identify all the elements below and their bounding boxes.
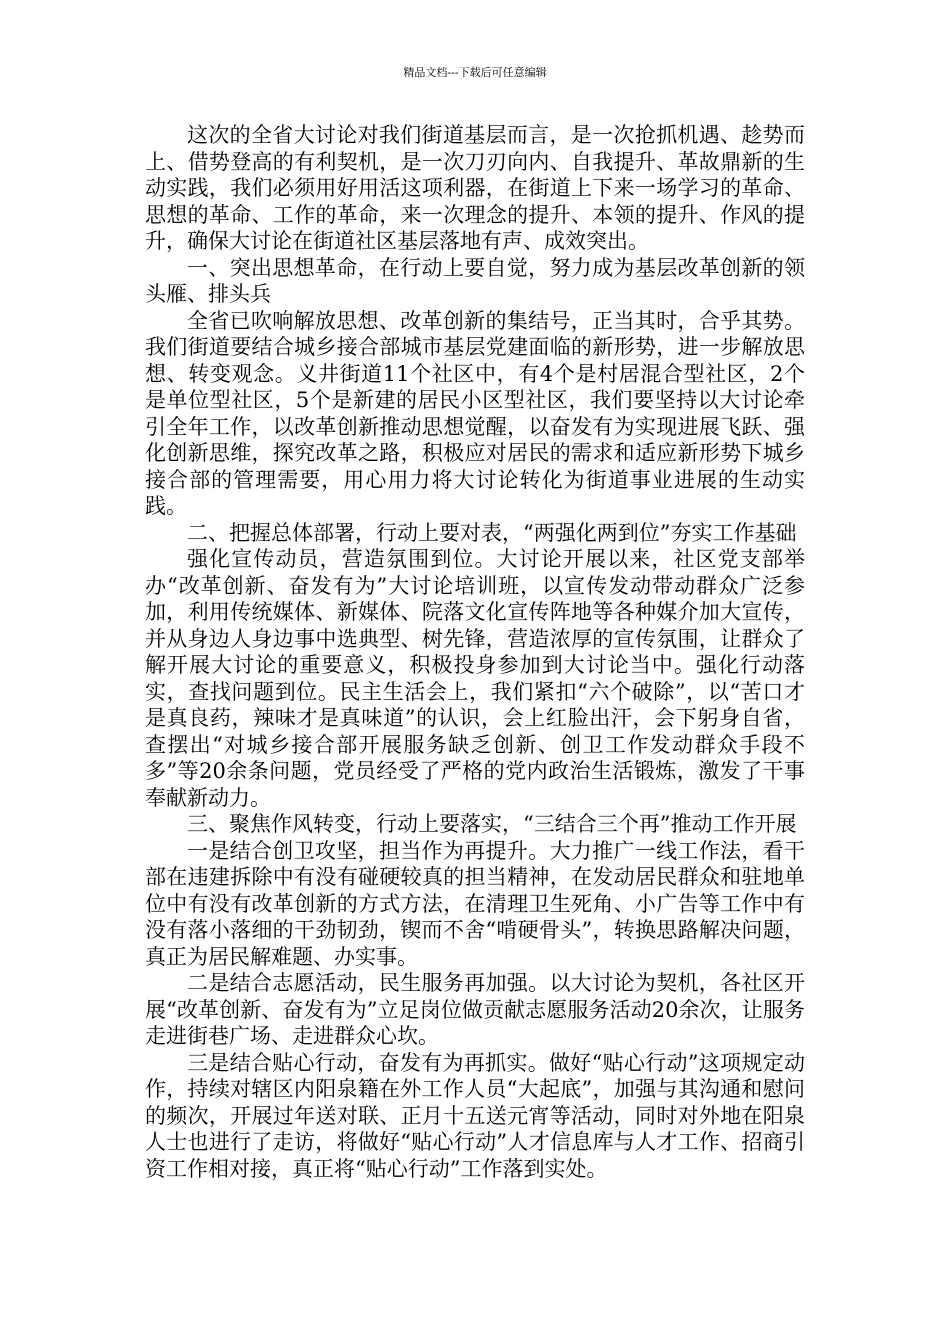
paragraph-intro: 这次的全省大讨论对我们街道基层而言，是一次抢抓机遇、趁势而上、借势登高的有利契机，是一次刀刃向内、自我提升、革故鼎新的生动实践，我们必须用好用活这项利器，在街道上下来一场学习的革命、思想的革命、工作的革命，来一次理念的提升、本领的提升、作风的提升，确保大讨论在街道社区基层落地有声、成效突出。 — [145, 123, 805, 253]
section-heading-1: 一、突出思想革命，在行动上要自觉，努力成为基层改革创新的领头雁、排头兵 — [145, 255, 805, 306]
page-header: 精品文档---下载后可任意编辑 — [403, 66, 547, 79]
paragraph: 三是结合贴心行动，奋发有为再抓实。做好“贴心行动”这项规定动作，持续对辖区内阳泉籍在外工作人员“大起底”，加强与其沟通和慰问的频次，开展过年送对联、正月十五送元宵等活动，同时对外地在阳泉人士也进行了走访，将做好“贴心行动”人才信息库与人才工作、招商引资工作相对接，真正将“贴心行动”工作落到实处。 — [145, 1050, 805, 1181]
paragraph: 强化宣传动员，营造氛围到位。大讨论开展以来，社区党支部举办“改革创新、奋发有为”大讨论培训班，以宣传发动带动群众广泛参加，利用传统媒体、新媒体、院落文化宣传阵地等各种媒介加大宣传，并从身边人身边事中选典型、树先锋，营造浓厚的宣传氛围，让群众了解开展大讨论的重要意义，积极投身参加到大讨论当中。强化行动落实，查找问题到位。民主生活会上，我们紧扣“六个破除”，以“苦口才是真良药，辣味才是真味道”的认识，会上红脸出汗，会下躬身自省，查摆出“对城乡接合部开展服务缺乏创新、创卫工作发动群众手段不多”等20余条问题，党员经受了严格的党内政治生活锻炼，激发了干事奉献新动力。 — [145, 547, 805, 810]
paragraph: 二是结合志愿活动，民生服务再加强。以大讨论为契机，各社区开展“改革创新、奋发有为”立足岗位做贡献志愿服务活动20余次，让服务走进街巷广场、走进群众心坎。 — [145, 971, 805, 1048]
paragraph: 一是结合创卫攻坚，担当作为再提升。大力推广一线工作法，看干部在违建拆除中有没有碰硬较真的担当精神，在发动居民群众和驻地单位中有没有改革创新的方式方法，在清理卫生死角、小广告等工作中有没有落小落细的干劲韧劲，锲而不舍“啃硬骨头”，转换思路解决问题，真正为居民解难题、办实事。 — [145, 838, 805, 969]
section-heading-3: 三、聚焦作风转变，行动上要落实，“三结合三个再”推动工作开展 — [187, 812, 797, 836]
paragraph: 全省已吹响解放思想、改革创新的集结号，正当其时，合乎其势。我们街道要结合城乡接合部城市基层党建面临的新形势，进一步解放思想、转变观念。义井街道11个社区中，有4个是村居混合型社区，2个是单位型社区，5个是新建的居民小区型社区，我们要坚持以大讨论牵引全年工作，以改革创新推动思想觉醒，以奋发有为实现进展飞跃、强化创新思维，探究改革之路，积极应对居民的需求和适应新形势下城乡接合部的管理需要，用心用力将大讨论转化为街道事业进展的生动实践。 — [145, 308, 805, 518]
section-heading-2: 二、把握总体部署，行动上要对表，“两强化两到位”夯实工作基础 — [187, 520, 797, 545]
document-body — [145, 122, 805, 1182]
